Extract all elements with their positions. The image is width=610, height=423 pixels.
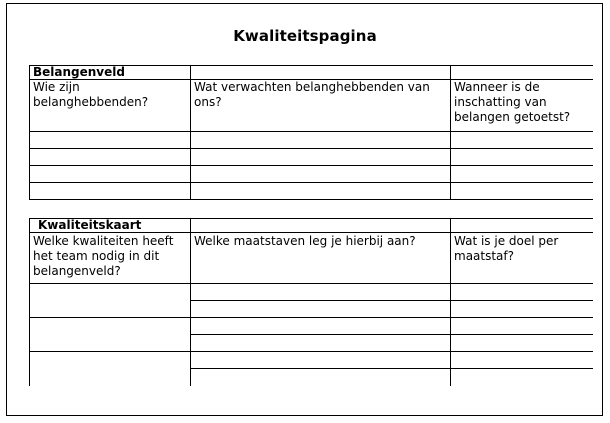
- blank-cell[interactable]: [191, 132, 451, 149]
- blank-cell[interactable]: [451, 166, 593, 183]
- blank-cell[interactable]: [191, 183, 451, 200]
- blank-cell[interactable]: [451, 335, 593, 352]
- blank-cell[interactable]: [451, 318, 593, 335]
- question-team-qualities: Welke kwaliteiten heeft het team nodig in dit belangenveld?: [30, 233, 191, 284]
- blank-cell[interactable]: [30, 318, 191, 352]
- blank-cell[interactable]: [30, 132, 191, 149]
- kwaliteitskaart-header: Kwaliteitskaart: [30, 219, 191, 233]
- blank-cell[interactable]: [451, 352, 593, 369]
- blank-cell[interactable]: [191, 301, 451, 318]
- question-standards: Welke maatstaven leg je hierbij aan?: [191, 233, 451, 284]
- blank-cell[interactable]: [191, 284, 451, 301]
- blank-cell[interactable]: [30, 284, 191, 318]
- question-stakeholders: Wie zijn belanghebbenden?: [30, 80, 191, 132]
- header-empty-cell: [191, 66, 451, 80]
- blank-cell[interactable]: [451, 301, 593, 318]
- blank-cell[interactable]: [451, 132, 593, 149]
- blank-cell[interactable]: [451, 284, 593, 301]
- belangenveld-header: Belangenveld: [30, 66, 191, 80]
- blank-cell[interactable]: [191, 166, 451, 183]
- header-empty-cell: [451, 219, 593, 233]
- blank-cell[interactable]: [30, 183, 191, 200]
- blank-cell[interactable]: [30, 149, 191, 166]
- blank-cell[interactable]: [451, 369, 593, 386]
- blank-cell[interactable]: [191, 318, 451, 335]
- blank-cell[interactable]: [191, 335, 451, 352]
- question-assessment: Wanneer is de inschatting van belangen getoetst?: [451, 80, 593, 132]
- belangenveld-table: [29, 65, 593, 200]
- blank-cell[interactable]: [191, 149, 451, 166]
- blank-cell[interactable]: [191, 352, 451, 369]
- blank-cell[interactable]: [191, 369, 451, 386]
- blank-cell[interactable]: [30, 352, 191, 386]
- question-goal-per-standard: Wat is je doel per maatstaf?: [451, 233, 593, 284]
- header-empty-cell: [451, 66, 593, 80]
- blank-cell[interactable]: [30, 166, 191, 183]
- page-title: Kwaliteitspagina: [233, 27, 377, 45]
- blank-cell[interactable]: [451, 149, 593, 166]
- question-expectations: Wat verwachten belanghebbenden van ons?: [191, 80, 451, 132]
- kwaliteitskaart-table: [29, 218, 593, 386]
- header-empty-cell: [191, 219, 451, 233]
- blank-cell[interactable]: [451, 183, 593, 200]
